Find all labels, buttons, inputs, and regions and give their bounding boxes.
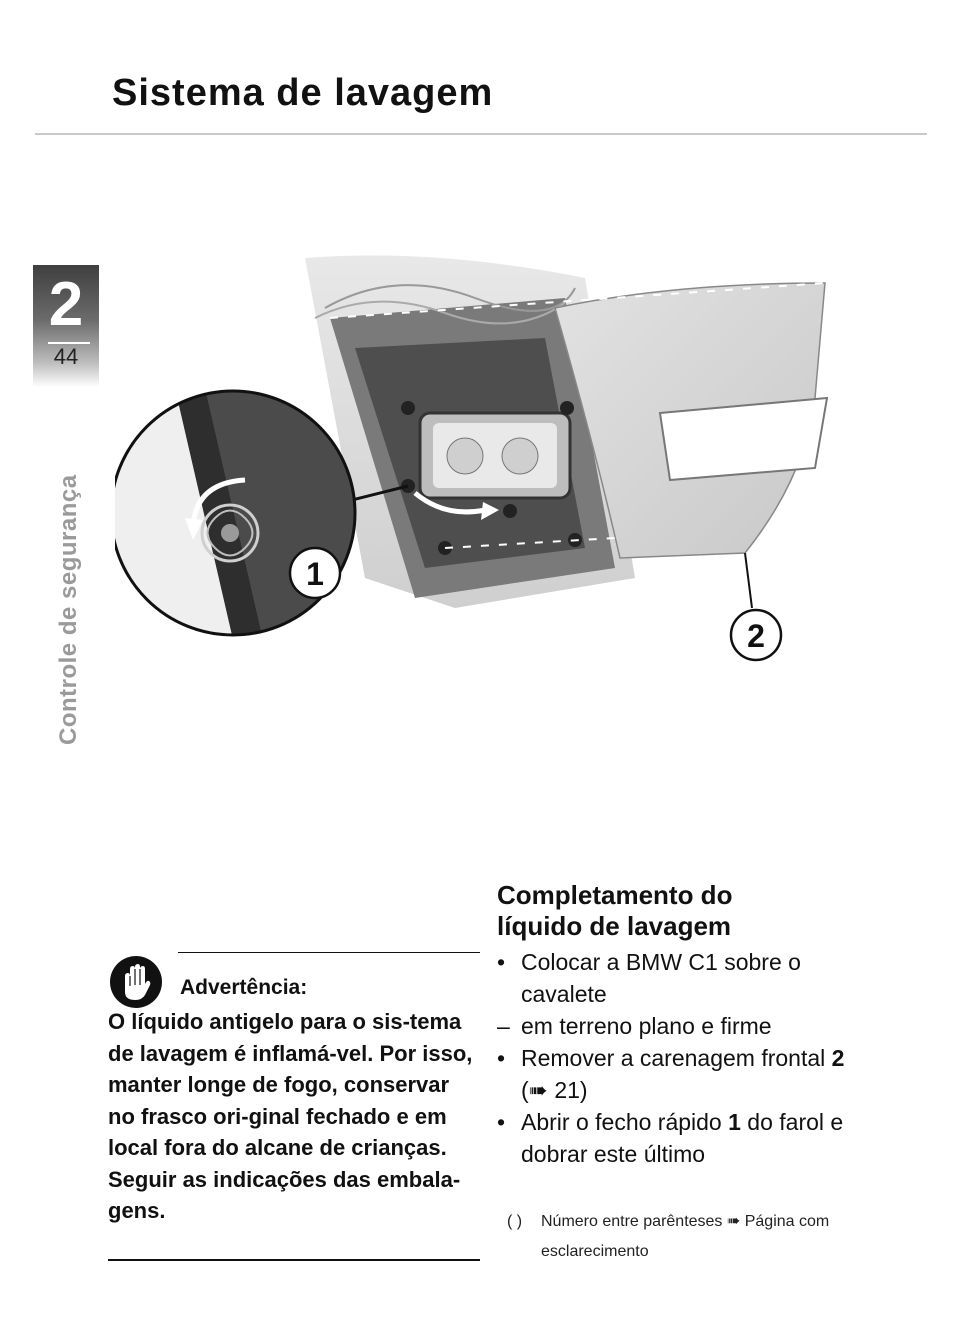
page-ref: (➠ 21) bbox=[521, 1077, 588, 1103]
title-divider bbox=[35, 133, 927, 135]
warning-top-rule bbox=[178, 952, 480, 953]
step-item bbox=[497, 1042, 877, 1106]
step-text: Abrir o fecho rápido bbox=[521, 1109, 729, 1135]
warning-heading: Advertência: bbox=[180, 976, 308, 999]
bullet-marker: • bbox=[497, 1045, 506, 1071]
step-item bbox=[497, 946, 877, 1010]
dash-marker: – bbox=[497, 1013, 510, 1039]
bullet-marker: • bbox=[497, 949, 506, 975]
section-title-line-2: líquido de lavagem bbox=[497, 911, 732, 941]
stop-hand-icon bbox=[108, 954, 164, 1010]
footnote-symbol: ( ) bbox=[507, 1213, 523, 1230]
section-title bbox=[497, 880, 877, 942]
page-number: 44 bbox=[53, 344, 79, 369]
step-text: Colocar a BMW C1 sobre o cavalete bbox=[521, 949, 801, 1007]
step-callout-ref: 1 bbox=[728, 1109, 741, 1135]
step-text-end: do farol e dobrar este último bbox=[521, 1109, 844, 1167]
chapter-number: 2 bbox=[48, 270, 84, 339]
page-title: Sistema de lavagem bbox=[112, 72, 494, 114]
warning-bottom-rule bbox=[108, 1259, 480, 1261]
step-text: em terreno plano e firme bbox=[521, 1013, 772, 1039]
steps-list bbox=[497, 946, 877, 1170]
step-item bbox=[497, 1106, 877, 1170]
instructions-section bbox=[497, 880, 877, 1170]
bullet-marker: • bbox=[497, 1109, 506, 1135]
callout-2: 2 bbox=[747, 618, 765, 654]
headlight-figure bbox=[115, 248, 835, 668]
section-side-label: Controle de segurança bbox=[55, 474, 82, 745]
footnote-text: Número entre parênteses ➠ Página com esclarecimento bbox=[541, 1213, 830, 1260]
section-title-line-1: Completamento do bbox=[497, 880, 733, 910]
step-text: Remover a carenagem frontal bbox=[521, 1045, 832, 1071]
warning-text: O líquido antigelo para o sis-tema de lavagem é inflamá-vel. Por isso, manter longe de fogo, conservar no frasco ori-ginal fechado e em local fora do alcane de crianças. Seguir as indicações das embala-gens. bbox=[108, 1009, 473, 1223]
step-item bbox=[497, 1010, 877, 1042]
step-callout-ref: 2 bbox=[831, 1045, 845, 1071]
callout-1: 1 bbox=[306, 556, 324, 592]
